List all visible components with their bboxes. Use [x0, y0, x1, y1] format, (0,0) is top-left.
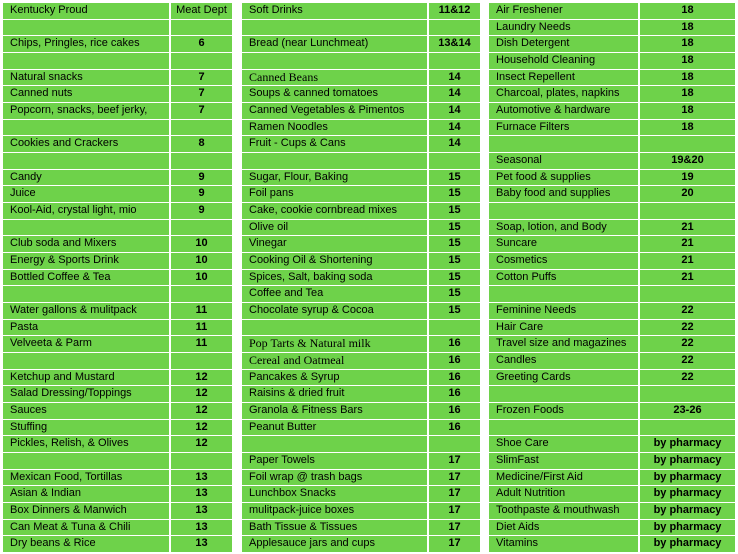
pasta-category: Pasta: [2, 319, 170, 337]
bath-tissue-tissues-category: Bath Tissue & Tissues: [241, 519, 428, 537]
juice-aisle: 9: [170, 185, 233, 203]
blank-row-col1-13-category: [2, 219, 170, 237]
fruit-cups-cans-category: Fruit - Cups & Cans: [241, 135, 428, 153]
pickles-relish-olives-category: Pickles, Relish, & Olives: [2, 435, 170, 453]
cereal-and-oatmeal-aisle: 16: [428, 352, 481, 370]
chips-pringles-rice-cakes-aisle: 6: [170, 35, 233, 53]
dry-beans-rice-category: Dry beans & Rice: [2, 535, 170, 553]
cooking-oil-shortening-category: Cooking Oil & Shortening: [241, 252, 428, 270]
blank-row-col1-17-category: [2, 285, 170, 303]
olive-oil-aisle: 15: [428, 219, 481, 237]
aisle-directory-table: [2, 2, 736, 552]
toothpaste-mouthwash-category: Toothpaste & mouthwash: [488, 502, 639, 520]
sugar-flour-baking-category: Sugar, Flour, Baking: [241, 169, 428, 187]
coffee-and-tea-category: Coffee and Tea: [241, 285, 428, 303]
charcoal-plates-napkins-aisle: 18: [639, 85, 736, 103]
velveeta-parm-category: Velveeta & Parm: [2, 335, 170, 353]
bottled-coffee-tea-category: Bottled Coffee & Tea: [2, 269, 170, 287]
stuffing-category: Stuffing: [2, 419, 170, 437]
cosmetics-aisle: 21: [639, 252, 736, 270]
energy-sports-drink-aisle: 10: [170, 252, 233, 270]
blank-row-col3-17-category: [488, 285, 639, 303]
soap-lotion-and-body-category: Soap, lotion, and Body: [488, 219, 639, 237]
seasonal-aisle: 19&20: [639, 152, 736, 170]
foil-pans-aisle: 15: [428, 185, 481, 203]
blank-row-col3-12-aisle: [639, 202, 736, 220]
header-col3-aisle: 18: [639, 2, 736, 20]
laundry-needs-aisle: 18: [639, 19, 736, 37]
vinegar-aisle: 15: [428, 235, 481, 253]
household-cleaning-category: Household Cleaning: [488, 52, 639, 70]
blank-row-col3-23-category: [488, 385, 639, 403]
ramen-noodles-aisle: 14: [428, 119, 481, 137]
header-col2-category: Soft Drinks: [241, 2, 428, 20]
automotive-hardware-aisle: 18: [639, 102, 736, 120]
blank-row-col3-17-aisle: [639, 285, 736, 303]
mulitpack-juice-boxes-aisle: 17: [428, 502, 481, 520]
greeting-cards-aisle: 22: [639, 369, 736, 387]
blank-row-col2-19-category: [241, 319, 428, 337]
foil-pans-category: Foil pans: [241, 185, 428, 203]
pop-tarts-natural-milk-category: Pop Tarts & Natural milk: [241, 335, 428, 353]
foil-wrap-trash-bags-category: Foil wrap @ trash bags: [241, 469, 428, 487]
paper-towels-category: Paper Towels: [241, 452, 428, 470]
frozen-foods-category: Frozen Foods: [488, 402, 639, 420]
dish-detergent-aisle: 18: [639, 35, 736, 53]
insect-repellent-category: Insect Repellent: [488, 69, 639, 87]
canned-vegetables-pimentos-category: Canned Vegetables & Pimentos: [241, 102, 428, 120]
cosmetics-category: Cosmetics: [488, 252, 639, 270]
water-gallons-mulitpack-aisle: 11: [170, 302, 233, 320]
blank-row-col2-1-category: [241, 19, 428, 37]
box-dinners-manwich-category: Box Dinners & Manwich: [2, 502, 170, 520]
natural-snacks-category: Natural snacks: [2, 69, 170, 87]
mulitpack-juice-boxes-category: mulitpack-juice boxes: [241, 502, 428, 520]
blank-row-col1-17-aisle: [170, 285, 233, 303]
blank-row-col2-9-aisle: [428, 152, 481, 170]
insect-repellent-aisle: 18: [639, 69, 736, 87]
hair-care-category: Hair Care: [488, 319, 639, 337]
suncare-category: Suncare: [488, 235, 639, 253]
box-dinners-manwich-aisle: 13: [170, 502, 233, 520]
header-col1-aisle: Meat Dept: [170, 2, 233, 20]
soups-canned-tomatoes-aisle: 14: [428, 85, 481, 103]
travel-size-and-magazines-category: Travel size and magazines: [488, 335, 639, 353]
seasonal-category: Seasonal: [488, 152, 639, 170]
blank-row-col1-3-aisle: [170, 52, 233, 70]
asian-indian-aisle: 13: [170, 485, 233, 503]
salad-dressing-toppings-category: Salad Dressing/Toppings: [2, 385, 170, 403]
popcorn-snacks-beef-jerky-category: Popcorn, snacks, beef jerky,: [2, 102, 170, 120]
olive-oil-category: Olive oil: [241, 219, 428, 237]
ketchup-and-mustard-category: Ketchup and Mustard: [2, 369, 170, 387]
lunchbox-snacks-category: Lunchbox Snacks: [241, 485, 428, 503]
blank-row-col2-9-category: [241, 152, 428, 170]
hair-care-aisle: 22: [639, 319, 736, 337]
cotton-puffs-aisle: 21: [639, 269, 736, 287]
soups-canned-tomatoes-category: Soups & canned tomatoes: [241, 85, 428, 103]
bottled-coffee-tea-aisle: 10: [170, 269, 233, 287]
blank-row-col1-7-aisle: [170, 119, 233, 137]
travel-size-and-magazines-aisle: 22: [639, 335, 736, 353]
natural-snacks-aisle: 7: [170, 69, 233, 87]
blank-row-col2-3-category: [241, 52, 428, 70]
shoe-care-aisle: by pharmacy: [639, 435, 736, 453]
candles-category: Candles: [488, 352, 639, 370]
blank-row-col3-12-category: [488, 202, 639, 220]
adult-nutrition-category: Adult Nutrition: [488, 485, 639, 503]
sugar-flour-baking-aisle: 15: [428, 169, 481, 187]
diet-aids-aisle: by pharmacy: [639, 519, 736, 537]
shoe-care-category: Shoe Care: [488, 435, 639, 453]
spices-salt-baking-soda-category: Spices, Salt, baking soda: [241, 269, 428, 287]
cookies-and-crackers-category: Cookies and Crackers: [2, 135, 170, 153]
blank-row-col2-3-aisle: [428, 52, 481, 70]
blank-row-col3-23-aisle: [639, 385, 736, 403]
salad-dressing-toppings-aisle: 12: [170, 385, 233, 403]
raisins-dried-fruit-category: Raisins & dried fruit: [241, 385, 428, 403]
soap-lotion-and-body-aisle: 21: [639, 219, 736, 237]
blank-row-col2-26-aisle: [428, 435, 481, 453]
feminine-needs-aisle: 22: [639, 302, 736, 320]
bread-near-lunchmeat-aisle: 13&14: [428, 35, 481, 53]
medicine-first-aid-aisle: by pharmacy: [639, 469, 736, 487]
mexican-food-tortillas-category: Mexican Food, Tortillas: [2, 469, 170, 487]
automotive-hardware-category: Automotive & hardware: [488, 102, 639, 120]
pancakes-syrup-category: Pancakes & Syrup: [241, 369, 428, 387]
stuffing-aisle: 12: [170, 419, 233, 437]
pet-food-supplies-aisle: 19: [639, 169, 736, 187]
pop-tarts-natural-milk-aisle: 16: [428, 335, 481, 353]
suncare-aisle: 21: [639, 235, 736, 253]
sauces-category: Sauces: [2, 402, 170, 420]
baby-food-and-supplies-category: Baby food and supplies: [488, 185, 639, 203]
blank-row-col2-1-aisle: [428, 19, 481, 37]
candles-aisle: 22: [639, 352, 736, 370]
blank-row-col1-1-aisle: [170, 19, 233, 37]
canned-beans-category: Canned Beans: [241, 69, 428, 87]
applesauce-jars-and-cups-category: Applesauce jars and cups: [241, 535, 428, 553]
candy-category: Candy: [2, 169, 170, 187]
blank-row-col1-27-category: [2, 452, 170, 470]
water-gallons-mulitpack-category: Water gallons & mulitpack: [2, 302, 170, 320]
peanut-butter-aisle: 16: [428, 419, 481, 437]
greeting-cards-category: Greeting Cards: [488, 369, 639, 387]
laundry-needs-category: Laundry Needs: [488, 19, 639, 37]
asian-indian-category: Asian & Indian: [2, 485, 170, 503]
vinegar-category: Vinegar: [241, 235, 428, 253]
blank-row-col3-25-category: [488, 419, 639, 437]
adult-nutrition-aisle: by pharmacy: [639, 485, 736, 503]
blank-row-col1-3-category: [2, 52, 170, 70]
canned-vegetables-pimentos-aisle: 14: [428, 102, 481, 120]
bread-near-lunchmeat-category: Bread (near Lunchmeat): [241, 35, 428, 53]
furnace-filters-aisle: 18: [639, 119, 736, 137]
blank-row-col3-8-category: [488, 135, 639, 153]
cookies-and-crackers-aisle: 8: [170, 135, 233, 153]
blank-row-col1-9-aisle: [170, 152, 233, 170]
chips-pringles-rice-cakes-category: Chips, Pringles, rice cakes: [2, 35, 170, 53]
coffee-and-tea-aisle: 15: [428, 285, 481, 303]
dish-detergent-category: Dish Detergent: [488, 35, 639, 53]
spices-salt-baking-soda-aisle: 15: [428, 269, 481, 287]
baby-food-and-supplies-aisle: 20: [639, 185, 736, 203]
blank-row-col3-8-aisle: [639, 135, 736, 153]
vitamins-aisle: by pharmacy: [639, 535, 736, 553]
juice-category: Juice: [2, 185, 170, 203]
blank-row-col2-19-aisle: [428, 319, 481, 337]
granola-fitness-bars-aisle: 16: [428, 402, 481, 420]
can-meat-tuna-chili-aisle: 13: [170, 519, 233, 537]
sauces-aisle: 12: [170, 402, 233, 420]
pancakes-syrup-aisle: 16: [428, 369, 481, 387]
frozen-foods-aisle: 23-26: [639, 402, 736, 420]
slimfast-category: SlimFast: [488, 452, 639, 470]
cotton-puffs-category: Cotton Puffs: [488, 269, 639, 287]
header-col1-category: Kentucky Proud: [2, 2, 170, 20]
foil-wrap-trash-bags-aisle: 17: [428, 469, 481, 487]
velveeta-parm-aisle: 11: [170, 335, 233, 353]
blank-row-col1-13-aisle: [170, 219, 233, 237]
granola-fitness-bars-category: Granola & Fitness Bars: [241, 402, 428, 420]
club-soda-and-mixers-category: Club soda and Mixers: [2, 235, 170, 253]
club-soda-and-mixers-aisle: 10: [170, 235, 233, 253]
ramen-noodles-category: Ramen Noodles: [241, 119, 428, 137]
fruit-cups-cans-aisle: 14: [428, 135, 481, 153]
canned-beans-aisle: 14: [428, 69, 481, 87]
feminine-needs-category: Feminine Needs: [488, 302, 639, 320]
blank-row-col2-26-category: [241, 435, 428, 453]
vitamins-category: Vitamins: [488, 535, 639, 553]
blank-row-col1-21-aisle: [170, 352, 233, 370]
candy-aisle: 9: [170, 169, 233, 187]
chocolate-syrup-cocoa-category: Chocolate syrup & Cocoa: [241, 302, 428, 320]
pet-food-supplies-category: Pet food & supplies: [488, 169, 639, 187]
medicine-first-aid-category: Medicine/First Aid: [488, 469, 639, 487]
cake-cookie-cornbread-mixes-category: Cake, cookie cornbread mixes: [241, 202, 428, 220]
toothpaste-mouthwash-aisle: by pharmacy: [639, 502, 736, 520]
can-meat-tuna-chili-category: Can Meat & Tuna & Chili: [2, 519, 170, 537]
kool-aid-crystal-light-mio-category: Kool-Aid, crystal light, mio: [2, 202, 170, 220]
canned-nuts-category: Canned nuts: [2, 85, 170, 103]
blank-row-col1-1-category: [2, 19, 170, 37]
cereal-and-oatmeal-category: Cereal and Oatmeal: [241, 352, 428, 370]
blank-row-col1-7-category: [2, 119, 170, 137]
cake-cookie-cornbread-mixes-aisle: 15: [428, 202, 481, 220]
diet-aids-category: Diet Aids: [488, 519, 639, 537]
applesauce-jars-and-cups-aisle: 17: [428, 535, 481, 553]
mexican-food-tortillas-aisle: 13: [170, 469, 233, 487]
paper-towels-aisle: 17: [428, 452, 481, 470]
peanut-butter-category: Peanut Butter: [241, 419, 428, 437]
energy-sports-drink-category: Energy & Sports Drink: [2, 252, 170, 270]
popcorn-snacks-beef-jerky-aisle: 7: [170, 102, 233, 120]
canned-nuts-aisle: 7: [170, 85, 233, 103]
raisins-dried-fruit-aisle: 16: [428, 385, 481, 403]
header-col2-aisle: 11&12: [428, 2, 481, 20]
bath-tissue-tissues-aisle: 17: [428, 519, 481, 537]
slimfast-aisle: by pharmacy: [639, 452, 736, 470]
furnace-filters-category: Furnace Filters: [488, 119, 639, 137]
blank-row-col3-25-aisle: [639, 419, 736, 437]
kool-aid-crystal-light-mio-aisle: 9: [170, 202, 233, 220]
cooking-oil-shortening-aisle: 15: [428, 252, 481, 270]
ketchup-and-mustard-aisle: 12: [170, 369, 233, 387]
household-cleaning-aisle: 18: [639, 52, 736, 70]
blank-row-col1-9-category: [2, 152, 170, 170]
blank-row-col1-21-category: [2, 352, 170, 370]
pickles-relish-olives-aisle: 12: [170, 435, 233, 453]
blank-row-col1-27-aisle: [170, 452, 233, 470]
charcoal-plates-napkins-category: Charcoal, plates, napkins: [488, 85, 639, 103]
lunchbox-snacks-aisle: 17: [428, 485, 481, 503]
pasta-aisle: 11: [170, 319, 233, 337]
chocolate-syrup-cocoa-aisle: 15: [428, 302, 481, 320]
dry-beans-rice-aisle: 13: [170, 535, 233, 553]
header-col3-category: Air Freshener: [488, 2, 639, 20]
